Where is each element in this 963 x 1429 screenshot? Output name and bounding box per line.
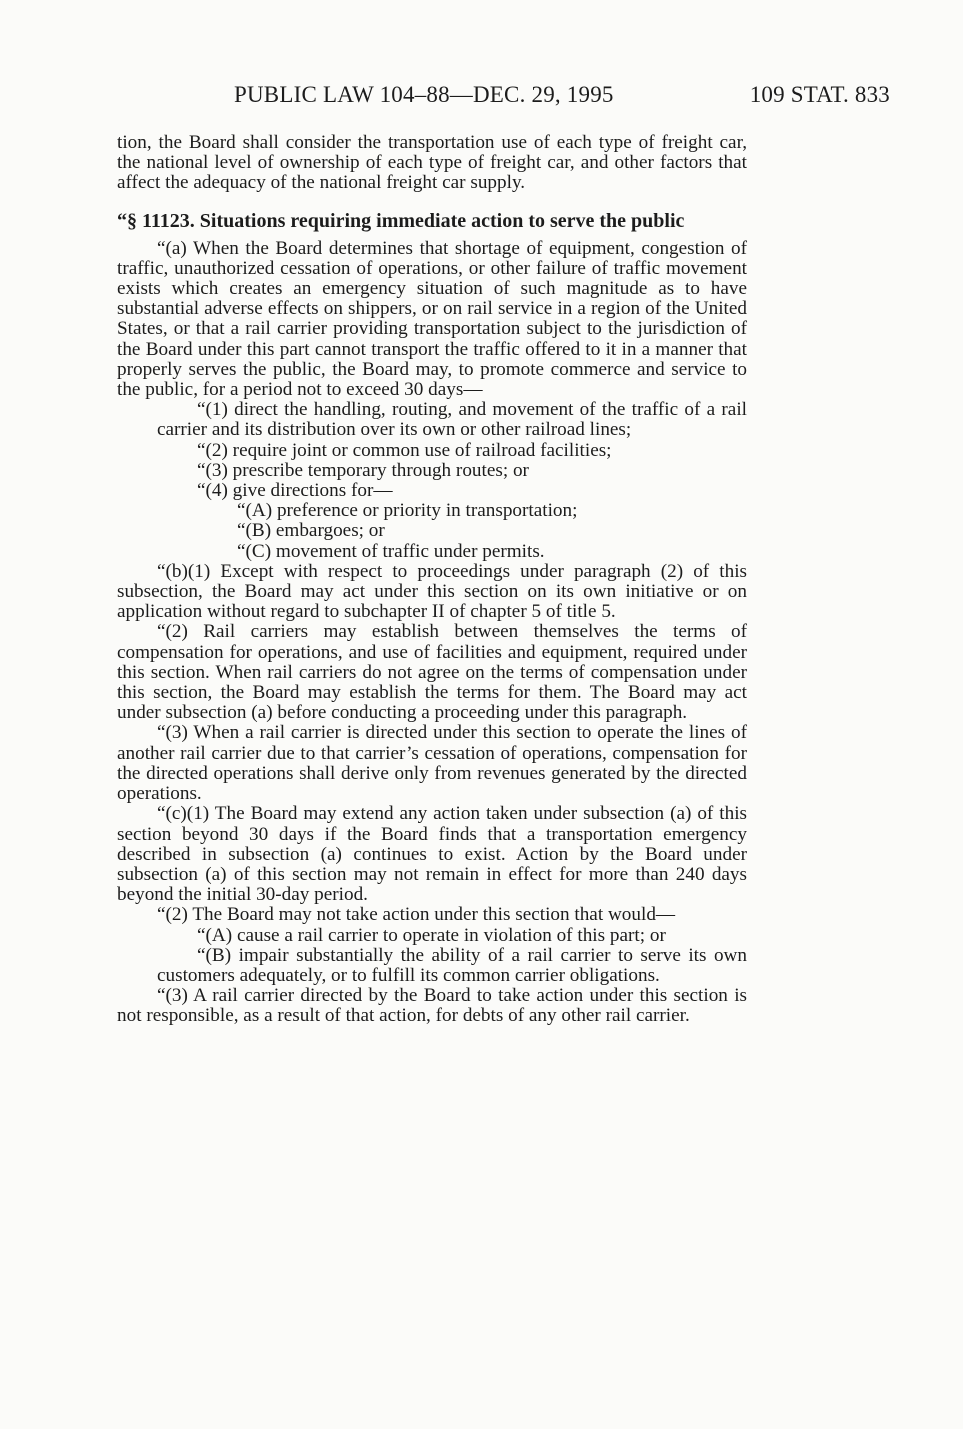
paragraph-c2: “(2) The Board may not take action under this section that would— [157, 904, 676, 926]
subparagraph-c2B: “(B) impair substantially the ability of a rail carrier to serve its own customers adequately, or to fulfill its common carrier obligations. [157, 944, 747, 986]
subsection-a: “(a) When the Board determines that shortage of equipment, congestion of traffic, unauthorized cessation of operations, or other failure of traffic movement exists which creates an emergency situation of such magnitude as to have substantial adverse effects on shippers, or on rail service in a region of the United States, or that a rail carrier providing transportation subject to the jurisdiction of the Board under this part cannot transport the traffic offered to it in a manner that properly serves the public, the Board may, to promote commerce and service to the public, for a period not to exceed 30 days— [117, 237, 747, 401]
paragraph-b1: “(b)(1) Except with respect to proceedings under paragraph (2) of this subsection, the Board may act under this section on its own initiative or on application without regard to subchapter II of chapter 5 of title 5. [117, 560, 747, 623]
paragraph-a1: “(1) direct the handling, routing, and movement of the traffic of a rail carrier and its distribution over its own or other railroad lines; [157, 399, 747, 441]
section-title: Situations requiring immediate action to serve the public [199, 209, 685, 232]
subparagraph-a4B: “(B) embargoes; or [237, 520, 385, 542]
paragraph-a2: “(2) require joint or common use of railroad facilities; [197, 439, 612, 461]
paragraph-b3: “(3) When a rail carrier is directed under this section to operate the lines of another rail carrier due to that carrier’s cessation of operations, compensation for the directed operations shall derive only from revenues generated by the directed operations. [117, 722, 747, 805]
paragraph-a4: “(4) give directions for— [197, 480, 393, 502]
running-header [200, 82, 890, 116]
paragraph-b2: “(2) Rail carriers may establish between themselves the terms of compensation for operations, and use of facilities and equipment, required under this section. When rail carriers do not agree on the terms of compensation under this section, the Board may establish the terms for them. The Board may act under subsection (a) before conducting a proceeding under this paragraph. [117, 621, 747, 724]
paragraph-a3: “(3) prescribe temporary through routes; or [197, 459, 529, 481]
intro-paragraph: tion, the Board shall consider the transportation use of each type of freight car, the national level of ownership of each type of freight car, and other factors that affect the adequacy of the national freight car supply. [117, 132, 747, 194]
section-heading [117, 210, 747, 232]
header-stat-page: 109 STAT. 833 [749, 82, 890, 107]
page-body [117, 133, 747, 1027]
subparagraph-c2A: “(A) cause a rail carrier to operate in violation of this part; or [197, 924, 666, 946]
subparagraph-a4A: “(A) preference or priority in transportation; [237, 500, 578, 522]
subparagraph-a4C: “(C) movement of traffic under permits. [237, 540, 545, 562]
header-title: PUBLIC LAW 104–88—DEC. 29, 1995 [234, 82, 614, 107]
section-number: “§ 11123. [117, 209, 195, 232]
paragraph-c1: “(c)(1) The Board may extend any action taken under subsection (a) of this section beyond 30 days if the Board finds that a transportation emergency described in subsection (a) continues to exist. Action by the Board under subsection (a) of this section may not remain in effect for more than 240 days beyond the initial 30-day period. [117, 803, 747, 906]
paragraph-c3: “(3) A rail carrier directed by the Board to take action under this section is not responsible, as a result of that action, for debts of any other rail carrier. [117, 985, 747, 1027]
